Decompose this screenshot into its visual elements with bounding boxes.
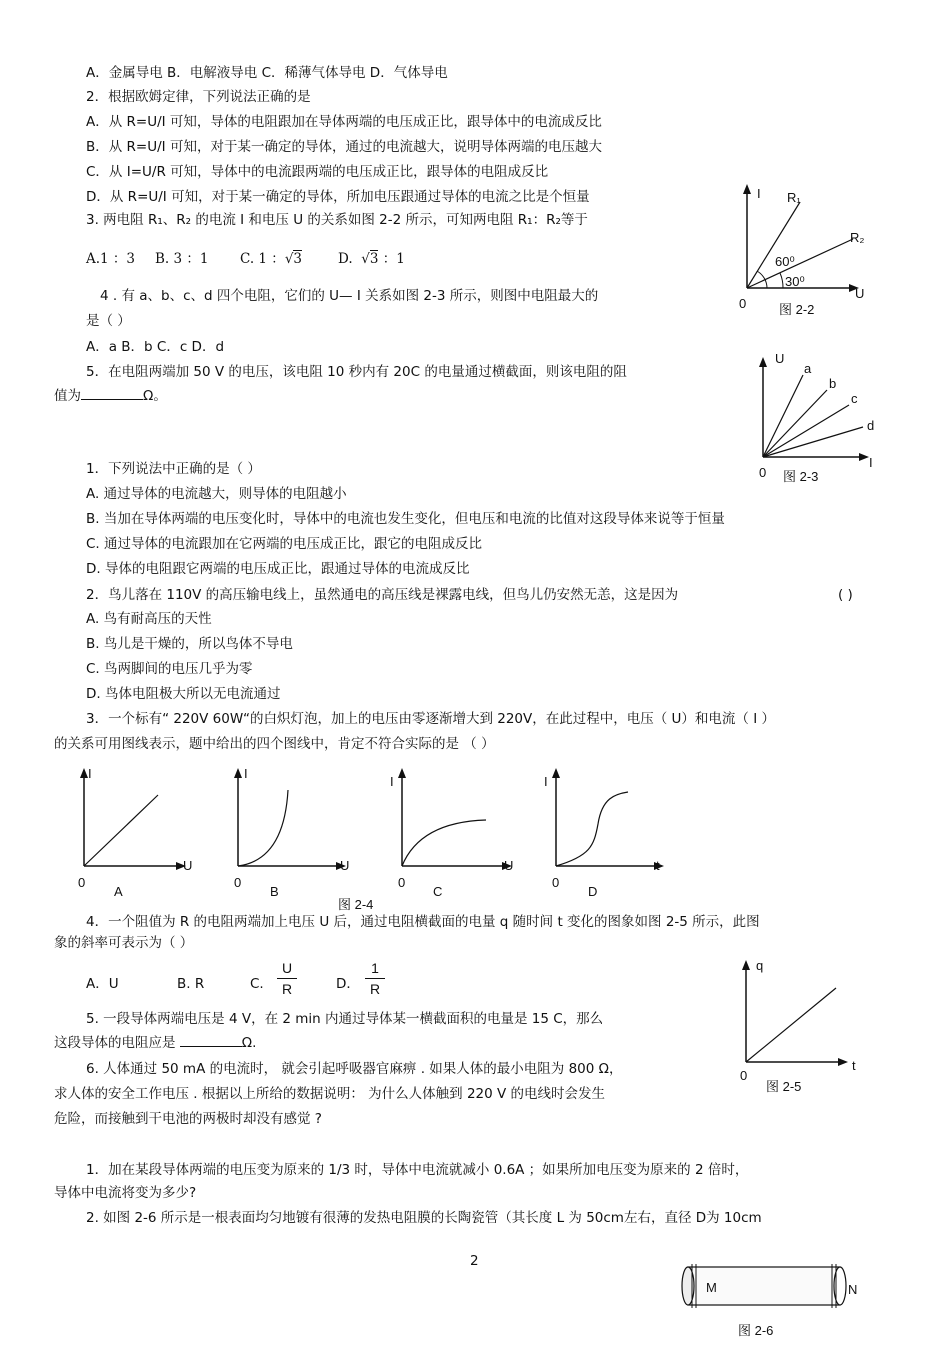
fig-2-2-caption: 图 2-2: [779, 302, 815, 317]
line-options-conduction: A．金属导电 B．电解液导电 C．稀薄气体导电 D．气体导电: [86, 65, 448, 81]
svg-text:0: 0: [234, 875, 242, 890]
svg-text:I: I: [390, 774, 394, 789]
line-b-label: b: [829, 376, 837, 391]
option-a: A．从 R=U/I 可知，导体的电阻跟加在导体两端的电压成正比，跟导体中的电流成反比: [86, 114, 602, 130]
axis-label-i: I: [869, 455, 873, 470]
problem-1-text-cont: 导体中电流将变为多少?: [54, 1185, 197, 1201]
problem-1-text: 1．加在某段导体两端的电压变为原来的 1/3 时，导体中电流就减小 0.6A ；如果所加电压变为原来的 2 倍时，: [86, 1162, 749, 1178]
axis-label-u: U: [855, 286, 865, 301]
page-number: 2: [470, 1253, 479, 1269]
q2-option-d: D. 鸟体电阻极大所以无电流通过: [86, 686, 281, 702]
svg-text:0: 0: [552, 875, 560, 890]
fraction-1-over-r: 1 R: [365, 960, 385, 997]
question-four-resistors: 4 . 有 a、b、c、d 四个电阻，它们的 U— I 关系如图 2-3 所示，则图中电阻最大的: [100, 288, 599, 304]
angle-60-label: 60⁰: [775, 254, 795, 269]
axis-label-i: I: [757, 186, 761, 201]
question-ohm-law: 2．根据欧姆定律，下列说法正确的是: [86, 89, 311, 105]
axis-label-u: U: [775, 351, 785, 366]
graph-a: [78, 766, 192, 899]
q6-text-cont: 求人体的安全工作电压 . 根据以上所给的数据说明： 为什么人体触到 220 V 的电线时会发生: [54, 1086, 606, 1102]
q2-option-c: C. 鸟两脚间的电压几乎为零: [86, 661, 253, 677]
q3-text-cont: 的关系可用图线表示，题中给出的四个图线中，肯定不符合实际的是 （ ）: [54, 736, 495, 752]
problem-2-text: 2. 如图 2-6 所示是一根表面均匀地镀有很薄的发热电阻膜的长陶瓷管（其长度 L 为 50cm左右，直径 D为 10cm: [86, 1210, 762, 1226]
q1-option-b: B. 当加在导体两端的电压变化时，导体中的电流也发生变化，但电压和电流的比值对这段导体来说等于恒量: [86, 511, 725, 527]
ratio-option-d: D. √3 ：1: [338, 251, 405, 267]
line-a-label: a: [804, 361, 812, 376]
q4-option-a: A．U: [86, 976, 119, 992]
ratio-option-b: B. 3 ：1: [155, 251, 209, 267]
svg-text:A: A: [114, 884, 123, 899]
svg-text:C: C: [433, 884, 443, 899]
ratio-option-c: C. 1 ：√3: [240, 251, 303, 267]
axis-label-t: t: [852, 1058, 856, 1073]
origin-label: 0: [740, 1068, 748, 1083]
q4-text: 4．一个阻值为 R 的电阻两端加上电压 U 后，通过电阻横截面的电量 q 随时间 t 变化的图象如图 2-5 所示，此图: [86, 914, 760, 930]
end-m-label: M: [706, 1280, 717, 1295]
figure-2-4: [70, 760, 690, 915]
svg-text:I: I: [244, 766, 248, 781]
option-d: D．从 R=U/I 可知，对于某一确定的导体，所加电压跟通过导体的电流之比是个恒量: [86, 189, 590, 205]
q5-text-cont: 这段导体的电阻应是 Ω.: [54, 1035, 257, 1051]
svg-text:U: U: [183, 858, 193, 873]
option-b: B．从 R=U/I 可知，对于某一确定的导体，通过的电流越大，说明导体两端的电压越大: [86, 139, 602, 155]
graph-d: [544, 768, 664, 899]
origin-label: 0: [739, 296, 747, 311]
graph-b: [234, 766, 349, 899]
line-d-label: d: [867, 418, 875, 433]
svg-text:0: 0: [398, 875, 406, 890]
q4-text-cont: 象的斜率可表示为（ ）: [54, 935, 194, 951]
svg-text:U: U: [504, 858, 514, 873]
figure-2-3: [745, 345, 895, 490]
options-abcd: A．a B．b C．c D．d: [86, 339, 225, 355]
svg-text:t: t: [656, 858, 660, 873]
r2-label: R₂: [850, 230, 865, 245]
fraction-u-over-r: U R: [277, 960, 297, 997]
fig-2-6-caption: 图 2-6: [738, 1323, 774, 1338]
origin-label: 0: [759, 465, 767, 480]
question-two-resistors: 3. 两电阻 R₁、R₂ 的电流 I 和电压 U 的关系如图 2-2 所示，可知两电阻 R₁：R₂等于: [86, 212, 588, 228]
q4-option-d: D．: [336, 976, 360, 992]
q2-paren: ( ): [838, 587, 853, 603]
figure-2-6: [678, 1255, 878, 1345]
q1-option-a: A. 通过导体的电流越大，则导体的电阻越小: [86, 486, 347, 502]
end-n-label: N: [848, 1282, 858, 1297]
svg-text:I: I: [88, 766, 92, 781]
q6-text: 6. 人体通过 50 mA 的电流时， 就会引起呼吸器官麻痹 . 如果人体的最小电阻为 800 Ω，: [86, 1061, 623, 1077]
q4-option-c: C.: [250, 976, 264, 992]
q3-text: 3．一个标有“ 220V 60W“的白炽灯泡，加上的电压由零逐渐增大到 220V，在此过程中，电压（ U）和电流（ I ）: [86, 711, 775, 727]
svg-text:B: B: [270, 884, 279, 899]
q2-option-a: A. 鸟有耐高压的天性: [86, 611, 212, 627]
fig-2-5-caption: 图 2-5: [766, 1079, 802, 1094]
svg-text:0: 0: [78, 875, 86, 890]
line-c-label: c: [851, 391, 858, 406]
q2-option-b: B. 鸟儿是干燥的，所以鸟体不导电: [86, 636, 293, 652]
q1-option-c: C. 通过导体的电流跟加在它两端的电压成正比，跟它的电阻成反比: [86, 536, 483, 552]
svg-text:I: I: [544, 774, 548, 789]
graph-c: [390, 768, 513, 899]
question-charge-cont: 值为 Ω。: [54, 388, 167, 404]
axis-label-q: q: [756, 958, 764, 973]
svg-text:D: D: [588, 884, 598, 899]
figure-2-5: [730, 950, 880, 1100]
q1-option-d: D. 导体的电阻跟它两端的电压成正比，跟通过导体的电流成反比: [86, 561, 470, 577]
fig-2-3-caption: 图 2-3: [783, 469, 819, 484]
figure-2-2: [735, 180, 875, 320]
question-four-resistors-cont: 是（ ）: [86, 313, 131, 329]
q2-text: 2．鸟儿落在 110V 的高压输电线上，虽然通电的高压线是裸露电线，但鸟儿仍安然无恙，这是因为: [86, 587, 679, 603]
q1-text: 1．下列说法中正确的是（ ）: [86, 461, 261, 477]
angle-30-label: 30⁰: [785, 274, 805, 289]
option-c: C．从 I=U/R 可知，导体中的电流跟两端的电压成正比，跟导体的电阻成反比: [86, 164, 549, 180]
q6-text-cont2: 危险，而接触到干电池的两极时却没有感觉 ?: [54, 1111, 322, 1127]
q4-option-b: B. R: [177, 976, 205, 992]
ratio-option-a: A.1 ：3: [86, 251, 136, 267]
q5-text: 5. 一段导体两端电压是 4 V，在 2 min 内通过导体某一横截面积的电量是 15 C，那么: [86, 1011, 604, 1027]
question-charge: 5．在电阻两端加 50 V 的电压，该电阻 10 秒内有 20C 的电量通过横截面，则该电阻的阻: [86, 364, 627, 380]
fig-2-4-caption: 图 2-4: [338, 897, 374, 912]
svg-text:U: U: [340, 858, 350, 873]
r1-label: R₁: [787, 190, 801, 205]
